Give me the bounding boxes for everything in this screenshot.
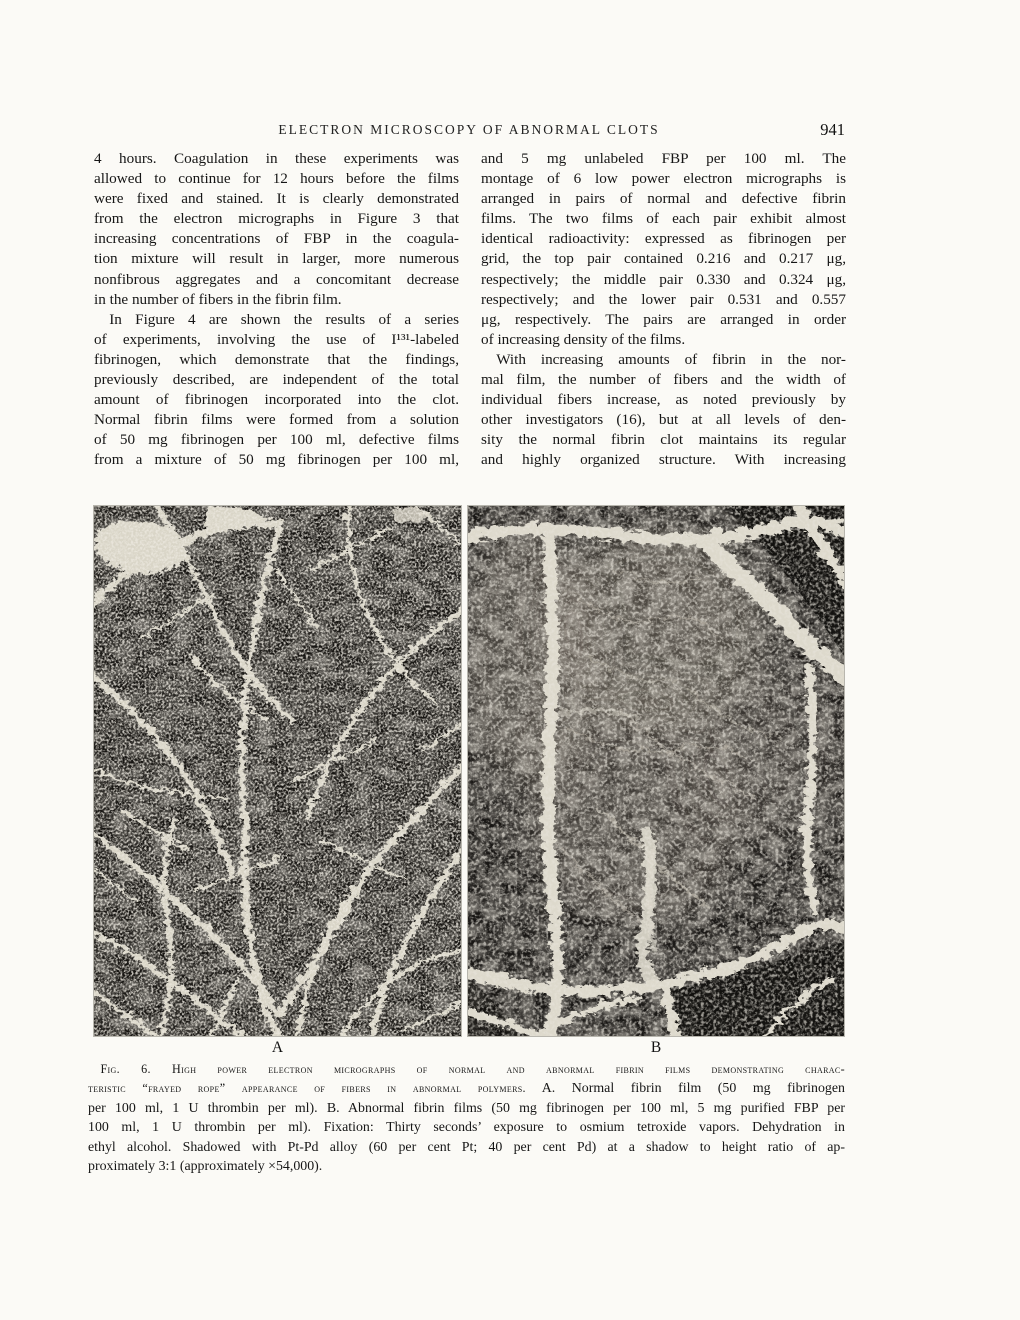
text-line: fibrinogen, which demonstrate that the findings, <box>94 350 459 368</box>
caption-line: Fig. 6. High power electron micrographs of normal and abnormal fibrin films demonstrating charac- <box>88 1062 845 1076</box>
text-line: montage of 6 low power electron micrographs is <box>481 170 846 188</box>
text-line: from the electron micrographs in Figure 3 that <box>94 210 459 228</box>
text-line: of 50 mg fibrinogen per 100 ml, defective films <box>94 431 459 449</box>
text-line: identical radioactivity: expressed as fibrinogen per <box>481 230 846 248</box>
micrograph-panels <box>93 505 845 1037</box>
text-line: amount of fibrinogen incorporated into the clot. <box>94 391 459 409</box>
text-line: from a mixture of 50 mg fibrinogen per 100 ml, <box>94 451 459 469</box>
text-line: μg, respectively. The pairs are arranged in order <box>481 310 846 328</box>
text-line: sity the normal fibrin clot maintains its regular <box>481 431 846 449</box>
text-line: of increasing density of the films. <box>481 330 686 348</box>
text-line: arranged in pairs of normal and defective fibrin <box>481 190 846 208</box>
text-line: other investigators (16), but at all levels of den- <box>481 411 846 429</box>
micrograph-a-image <box>94 506 461 1036</box>
panel-labels <box>93 1039 845 1057</box>
text-line: Normal fibrin films were formed from a solution <box>94 411 459 429</box>
text-line: films. The two films of each pair exhibit almost <box>481 210 846 228</box>
figure-caption <box>88 1060 845 1176</box>
text-line: mal film, the number of fibers and the width of <box>481 371 846 389</box>
micrograph-panel-a <box>93 505 462 1037</box>
text-line: increasing concentrations of FBP in the coagula- <box>94 230 459 248</box>
text-line: of experiments, involving the use of I¹³¹-labeled <box>94 330 459 348</box>
caption-line: teristic “frayed rope” appearance of fibers in abnormal polymers. A. Normal fibrin film (50 mg fibrinogen <box>88 1081 845 1097</box>
text-line: in the number of fibers in the fibrin film. <box>94 290 342 308</box>
panel-label-b: B <box>650 1039 662 1056</box>
body-text <box>94 149 846 471</box>
text-line: allowed to continue for 12 hours before the films <box>94 170 459 188</box>
text-line: grid, the top pair contained 0.216 and 0.217 μg, <box>481 250 846 268</box>
caption-line: per 100 ml, 1 U thrombin per ml). B. Abnormal fibrin films (50 mg fibrinogen per 100 ml, 5 mg purified FBP per <box>88 1100 845 1116</box>
text-line: individual fibers increase, as noted previously by <box>481 391 846 409</box>
micrograph-panel-b <box>467 505 845 1037</box>
text-column-left <box>94 149 459 471</box>
page-number: 941 <box>820 120 845 139</box>
text-line: In Figure 4 are shown the results of a series <box>94 310 459 328</box>
micrograph-b-image <box>468 506 844 1036</box>
text-line: respectively; and the lower pair 0.531 and 0.557 <box>481 290 846 308</box>
caption-line: proximately 3:1 (approximately ×54,000). <box>88 1159 323 1175</box>
caption-line: 100 ml, 1 U thrombin per ml). Fixation: Thirty seconds’ exposure to osmium tetroxide vapors. Dehydration in <box>88 1120 845 1136</box>
text-line: nonfibrous aggregates and a concomitant decrease <box>94 270 459 288</box>
text-line: previously described, are independent of the total <box>94 371 459 389</box>
panel-label-a: A <box>271 1039 284 1056</box>
text-line: and 5 mg unlabeled FBP per 100 ml. The <box>481 150 846 167</box>
running-head-title: ELECTRON MICROSCOPY OF ABNORMAL CLOTS <box>278 122 660 137</box>
text-line: tion mixture will result in larger, more numerous <box>94 250 459 268</box>
text-line: 4 hours. Coagulation in these experiments was <box>94 150 459 167</box>
text-line: With increasing amounts of fibrin in the nor- <box>481 350 846 368</box>
figure-6 <box>93 505 845 1057</box>
caption-line: ethyl alcohol. Shadowed with Pt-Pd alloy (60 per cent Pt; 40 per cent Pd) at a shadow to height ratio of ap- <box>88 1139 845 1155</box>
text-line: were fixed and stained. It is clearly demonstrated <box>94 190 459 208</box>
text-line: respectively; the middle pair 0.330 and 0.324 μg, <box>481 270 846 288</box>
text-column-right <box>481 149 846 471</box>
running-head <box>93 122 845 142</box>
text-line: and highly organized structure. With increasing <box>481 451 846 469</box>
